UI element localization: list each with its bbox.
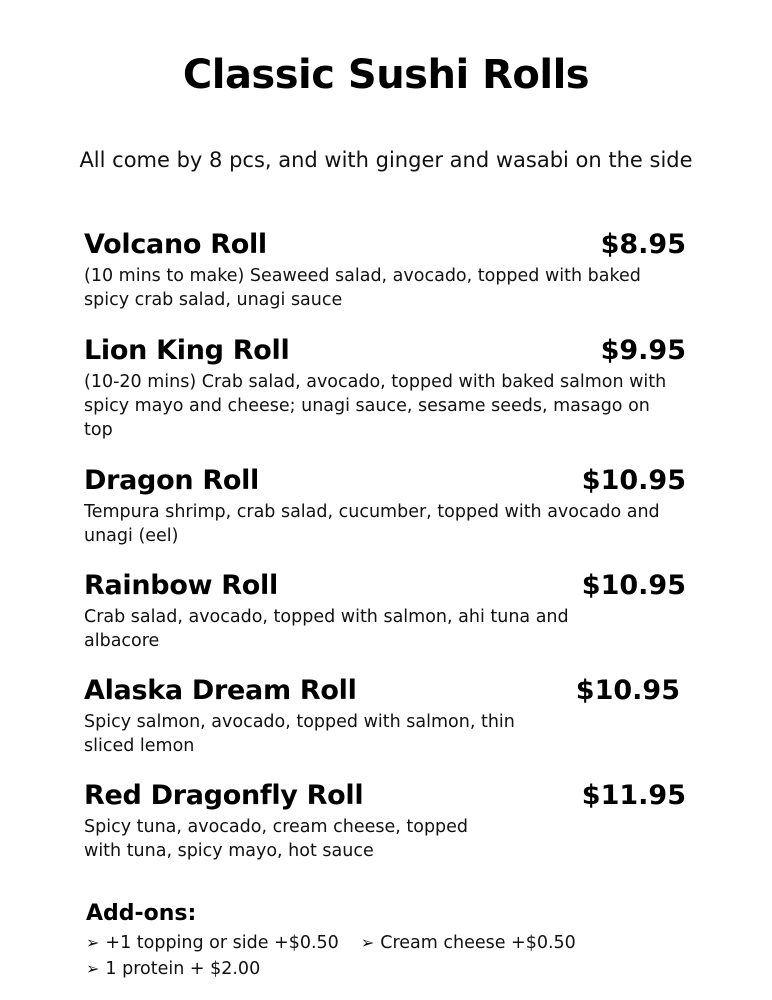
menu-item-red-dragonfly-roll bbox=[84, 777, 690, 863]
menu-item-description: Crab salad, avocado, topped with salmon, ahi tuna and albacore bbox=[84, 607, 569, 651]
addons-line-2 bbox=[86, 956, 726, 982]
menu-item-name: Alaska Dream Roll bbox=[84, 675, 357, 706]
addons-section bbox=[86, 898, 726, 982]
menu-item-header bbox=[84, 462, 690, 500]
menu-item-name: Volcano Roll bbox=[84, 229, 267, 260]
addon-label: Cream cheese +$0.50 bbox=[380, 933, 576, 953]
arrow-bullet-icon: ➢ bbox=[86, 933, 100, 952]
menu-item-alaska-dream-roll bbox=[84, 672, 690, 758]
menu-item-price: $11.95 bbox=[581, 780, 686, 811]
menu-item-header bbox=[84, 672, 690, 710]
arrow-bullet-icon: ➢ bbox=[360, 933, 375, 952]
menu-item-description: Spicy tuna, avocado, cream cheese, topped with tuna, spicy mayo, hot sauce bbox=[84, 817, 469, 861]
addon-item bbox=[361, 930, 576, 956]
addons-title: Add-ons: bbox=[86, 901, 197, 926]
page-subtitle: All come by 8 pcs, and with ginger and wasabi on the side bbox=[79, 148, 693, 172]
menu-item-name: Red Dragonfly Roll bbox=[84, 780, 364, 811]
menu-item-price: $8.95 bbox=[600, 229, 686, 260]
menu-item-header bbox=[84, 332, 690, 370]
arrow-bullet-icon: ➢ bbox=[86, 959, 100, 978]
menu-item-description: (10 mins to make) Seaweed salad, avocado, topped with baked spicy crab salad, unagi sauce bbox=[84, 266, 641, 310]
menu-item-rainbow-roll bbox=[84, 567, 690, 653]
menu-item-price: $10.95 bbox=[581, 570, 686, 601]
menu-item-volcano-roll bbox=[84, 226, 690, 312]
menu-item-description: (10-20 mins) Crab salad, avocado, topped with baked salmon with spicy mayo and cheese; unagi sauce, sesame seeds, masago on top bbox=[84, 372, 667, 440]
menu-item-header bbox=[84, 777, 690, 815]
page-title: Classic Sushi Rolls bbox=[182, 52, 590, 98]
menu-item-name: Dragon Roll bbox=[84, 465, 259, 496]
menu-item-price: $10.95 bbox=[575, 675, 680, 706]
menu-item-price: $10.95 bbox=[581, 465, 686, 496]
addon-label: 1 protein + $2.00 bbox=[105, 959, 261, 979]
menu-item-lion-king-roll bbox=[84, 332, 690, 442]
menu-item-description: Spicy salmon, avocado, topped with salmon, thin sliced lemon bbox=[84, 712, 515, 756]
menu-item-description: Tempura shrimp, crab salad, cucumber, topped with avocado and unagi (eel) bbox=[84, 502, 660, 546]
addon-item bbox=[86, 930, 339, 956]
addons-line-1 bbox=[86, 930, 726, 956]
menu-item-price: $9.95 bbox=[600, 335, 686, 366]
menu-item-name: Rainbow Roll bbox=[84, 570, 278, 601]
menu-item-dragon-roll bbox=[84, 462, 690, 548]
menu-item-name: Lion King Roll bbox=[84, 335, 290, 366]
addon-item bbox=[86, 956, 260, 982]
menu-item-header bbox=[84, 567, 690, 605]
addon-label: +1 topping or side +$0.50 bbox=[105, 933, 339, 953]
menu-item-header bbox=[84, 226, 690, 264]
